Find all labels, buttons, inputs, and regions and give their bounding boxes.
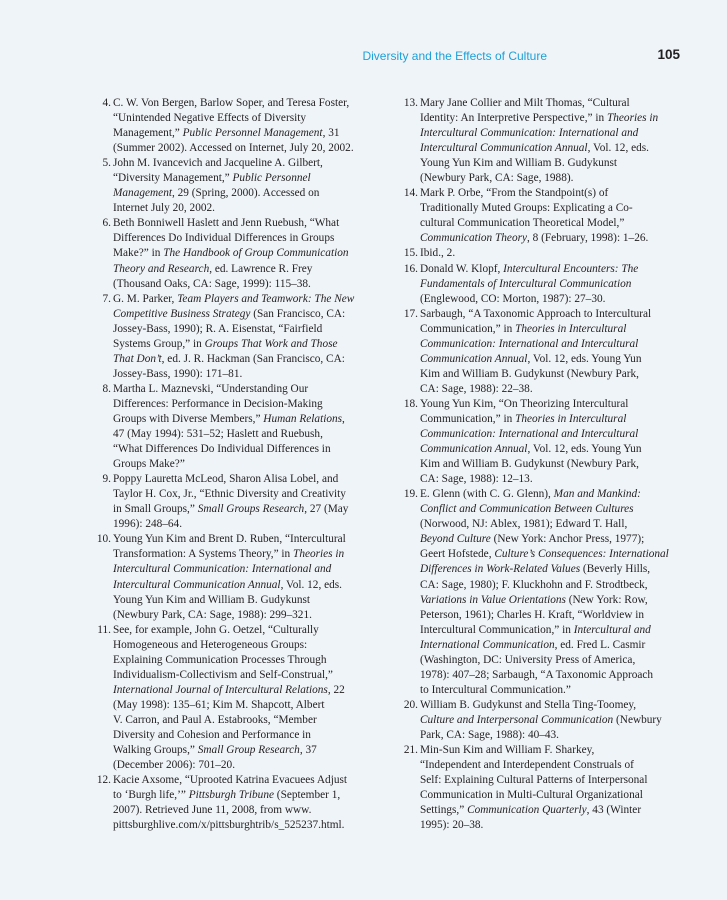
endnote-line: Kacie Axsome, “Uprooted Katrina Evacuees Adjust [113, 774, 348, 787]
endnote-line: (Washington, DC: University Press of America, [420, 653, 636, 666]
page-number: 105 [657, 47, 680, 62]
endnote-line: Ibid., 2. [420, 247, 456, 260]
endnote-line: Intercultural Communication Annual, Vol. 12, eds. [113, 578, 342, 591]
endnote [86, 382, 368, 472]
endnote-line: Geert Hofstede, Culture’s Consequences: International [420, 548, 669, 561]
endnote [393, 246, 686, 261]
endnote-line: Differences: Performance in Decision-Making [113, 397, 323, 410]
endnote [393, 487, 686, 698]
endnote-line: (December 2006): 701–20. [113, 759, 236, 772]
endnote-line: Young Yun Kim and William B. Gudykunst [420, 157, 618, 170]
endnote-line: William B. Gudykunst and Stella Ting-Toomey, [420, 698, 637, 711]
endnote-text [419, 397, 686, 487]
endnote-line: Theory and Research, ed. Lawrence R. Frey [113, 262, 313, 275]
endnote-line: Communication: International and Intercultural [420, 428, 639, 441]
endnote-line: Competitive Business Strategy (San Francisco, CA: [113, 307, 346, 320]
endnote-line: International Journal of Intercultural Relations, 22 [113, 683, 345, 696]
endnote-text [419, 307, 686, 397]
endnote-line: 1996): 248–64. [113, 518, 183, 531]
endnote-number: 9. [102, 473, 111, 486]
endnote-text [112, 532, 368, 622]
endnote-line: (Thousand Oaks, CA: Sage, 1999): 115–38. [113, 277, 311, 290]
endnote-line: Communication,” in Theories in Intercultural [420, 412, 627, 425]
endnote-line: Communication Annual, Vol. 12, eds. Young Yun [420, 352, 642, 365]
endnote [86, 292, 368, 382]
endnote-line: Kim and William B. Gudykunst (Newbury Park, [420, 367, 639, 380]
endnote [86, 156, 368, 216]
endnote-line: Communication: International and Intercultural [420, 337, 639, 350]
endnote-text [419, 246, 686, 261]
endnote-line: Traditionally Muted Groups: Explicating a Co- [420, 202, 633, 215]
endnote-line: 47 (May 1994): 531–52; Haslett and Ruebush, [113, 428, 323, 441]
endnote-number: 16. [403, 262, 418, 275]
endnote-line: Jossey-Bass, 1990): 171–81. [113, 367, 243, 380]
endnote-line: Systems Group,” in Groups That Work and Those [113, 337, 338, 350]
endnote-line: Mary Jane Collier and Milt Thomas, “Cultural [420, 97, 630, 109]
endnote-line: pittsburghlive.com/x/pittsburghtrib/s_525237.html. [113, 819, 345, 832]
endnote [86, 96, 368, 156]
endnote-line: Martha L. Maznevski, “Understanding Our [113, 382, 309, 395]
endnote-line: Management,” Public Personnel Management, 31 [113, 127, 340, 140]
endnote-line: That Don’t, ed. J. R. Hackman (San Francisco, CA: [113, 352, 345, 365]
endnote-line: to ‘Burgh life,’” Pittsburgh Tribune (September 1, [113, 789, 341, 802]
endnote-line: Settings,” Communication Quarterly, 43 (Winter [420, 804, 642, 817]
endnote-line: G. M. Parker, Team Players and Teamwork: The New [113, 292, 355, 305]
endnote-line: Homogeneous and Heterogeneous Groups: [113, 638, 308, 651]
endnote-line: cultural Communication Theoretical Model,” [420, 217, 625, 230]
endnote-line: Make?” in The Handbook of Group Communication [113, 247, 349, 260]
endnote-line: Fundamentals of Intercultural Communication [420, 277, 632, 290]
endnote-text [419, 487, 686, 698]
endnote-line: Mark P. Orbe, “From the Standpoint(s) of [420, 187, 609, 200]
endnote [393, 698, 686, 743]
endnote-line: Diversity and Cohesion and Performance in [113, 728, 311, 741]
endnote-number: 7. [102, 292, 111, 305]
endnote-line: Explaining Communication Processes Through [113, 653, 327, 666]
endnote [393, 397, 686, 487]
endnote-line: Transformation: A Systems Theory,” in Theories in [113, 548, 345, 561]
endnote-line: Kim and William B. Gudykunst (Newbury Park, [420, 458, 639, 471]
endnote-line: (Newbury Park, CA: Sage, 1988). [420, 172, 574, 185]
endnote-line: in Small Groups,” Small Groups Research, 27 (May [113, 503, 349, 516]
endnote-line: Min-Sun Kim and William F. Sharkey, [420, 744, 595, 757]
endnote [393, 262, 686, 307]
endnote-line: V. Carron, and Paul A. Estabrooks, “Member [113, 713, 317, 726]
endnote-text [112, 96, 368, 156]
endnote-text [419, 698, 686, 743]
endnote-line: Beyond Culture (New York: Anchor Press, 1977); [420, 533, 645, 546]
endnote-line: Variations in Value Orientations (New York: Row, [420, 593, 648, 606]
endnote-line: (Summer 2002). Accessed on Internet, July 20, 2002. [113, 142, 354, 155]
endnote-line: CA: Sage, 1988): 22–38. [420, 382, 533, 395]
endnote-line: Self: Explaining Cultural Patterns of Interpersonal [420, 774, 648, 787]
endnote [393, 186, 686, 246]
endnote-line: CA: Sage, 1988): 12–13. [420, 473, 533, 486]
endnote-text [112, 773, 368, 833]
endnote-text [112, 472, 368, 532]
endnote-number: 14. [403, 187, 418, 200]
endnote-number: 19. [403, 488, 418, 501]
endnote-line: Intercultural Communication Annual, Vol. 12, eds. [420, 142, 649, 155]
endnote-text [112, 216, 368, 291]
endnote-line: (Norwood, NJ: Ablex, 1981); Edward T. Hall, [420, 518, 628, 531]
endnote-line: Walking Groups,” Small Group Research, 37 [113, 744, 317, 757]
endnote-line: Differences in Work-Related Values (Beverly Hills, [420, 563, 651, 576]
endnote-text [112, 623, 368, 773]
endnote-line: 2007). Retrieved June 11, 2008, from www. [113, 804, 312, 817]
endnote-line: Communication Annual, Vol. 12, eds. Young Yun [420, 443, 642, 456]
endnote-line: CA: Sage, 1980); F. Kluckhohn and F. Strodtbeck, [420, 578, 648, 591]
endnote-line: Young Yun Kim, “On Theorizing Intercultural [420, 397, 629, 410]
endnote-line: Intercultural Communication: International and [420, 127, 639, 140]
endnote-line: Intercultural Communication: International and [113, 563, 332, 576]
endnote [86, 216, 368, 291]
endnote-line: “Diversity Management,” Public Personnel [113, 172, 311, 185]
endnote-text [112, 292, 368, 382]
endnote-text [419, 743, 686, 833]
endnote-text [419, 96, 686, 186]
endnote-line: “What Differences Do Individual Differences in [113, 443, 331, 456]
endnote-number: 17. [403, 307, 418, 320]
endnote-line: Culture and Interpersonal Communication (Newbury [420, 713, 662, 726]
endnote-line: See, for example, John G. Oetzel, “Culturally [113, 623, 319, 636]
endnote-line: Young Yun Kim and William B. Gudykunst [113, 593, 311, 606]
endnote-line: Jossey-Bass, 1990); R. A. Eisenstat, “Fairfield [113, 322, 323, 335]
page-header [0, 47, 727, 67]
notes-column-left [86, 96, 368, 833]
endnote-line: “Unintended Negative Effects of Diversity [113, 112, 307, 125]
endnote-number: 10. [96, 533, 111, 546]
endnote-line: E. Glenn (with C. G. Glenn), Man and Mankind: [420, 488, 641, 501]
endnote-line: (May 1998): 135–61; Kim M. Shapcott, Albert [113, 698, 325, 711]
endnote-line: 1978): 407–28; Sarbaugh, “A Taxonomic Approach [420, 668, 654, 681]
endnote-line: Differences Do Individual Differences in Groups [113, 232, 335, 245]
endnote-line: Internet July 20, 2002. [113, 202, 215, 215]
endnote-line: Donald W. Klopf, Intercultural Encounters: The [420, 262, 639, 275]
endnote-number: 12. [96, 774, 111, 787]
endnote [393, 96, 686, 186]
endnote-line: Communication Theory, 8 (February, 1998): 1–26. [420, 232, 649, 245]
endnote-line: John M. Ivancevich and Jacqueline A. Gilbert, [113, 157, 323, 170]
endnote [86, 773, 368, 833]
endnote-line: Communication in Multi-Cultural Organizational [420, 789, 643, 802]
endnote-line: to Intercultural Communication.” [420, 683, 571, 696]
endnote-line: 1995): 20–38. [420, 819, 484, 832]
endnote-line: Identity: An Interpretive Perspective,” in Theories in [420, 112, 659, 125]
endnote-line: Poppy Lauretta McLeod, Sharon Alisa Lobel, and [113, 473, 339, 486]
endnote-text [112, 382, 368, 472]
endnote-number: 18. [403, 397, 418, 410]
endnote-number: 21. [403, 744, 418, 757]
endnote-number: 6. [102, 217, 111, 230]
endnote-number: 15. [403, 247, 418, 260]
endnote-text [112, 156, 368, 216]
endnote-line: C. W. Von Bergen, Barlow Soper, and Teresa Foster, [113, 97, 350, 109]
endnote-number: 5. [102, 157, 111, 170]
endnote-line: Management, 29 (Spring, 2000). Accessed on [113, 187, 320, 200]
endnote-line: Groups Make?” [113, 458, 185, 471]
endnote-line: Conflict and Communication Between Cultures [420, 503, 634, 516]
endnote-line: Intercultural Communication,” in Intercultural and [420, 623, 651, 636]
endnote-number: 11. [97, 623, 111, 636]
endnote-text [419, 262, 686, 307]
endnote-text [419, 186, 686, 246]
endnote-line: Communication,” in Theories in Intercultural [420, 322, 627, 335]
endnote-number: 4. [102, 97, 111, 109]
endnote-line: Young Yun Kim and Brent D. Ruben, “Intercultural [113, 533, 346, 546]
endnote-line: Taylor H. Cox, Jr., “Ethnic Diversity and Creativity [113, 488, 346, 501]
endnote-number: 8. [102, 382, 111, 395]
endnote [393, 307, 686, 397]
endnote-line: Beth Bonniwell Haslett and Jenn Ruebush, “What [113, 217, 340, 230]
endnote-line: Sarbaugh, “A Taxonomic Approach to Intercultural [420, 307, 652, 320]
endnote [393, 743, 686, 833]
endnote-line: Groups with Diverse Members,” Human Relations, [113, 412, 345, 425]
endnote [86, 472, 368, 532]
endnote [86, 623, 368, 773]
running-title: Diversity and the Effects of Culture [362, 49, 547, 63]
notes-column-right [393, 96, 686, 833]
endnote-number: 13. [403, 97, 418, 109]
endnote-line: Park, CA: Sage, 1988): 40–43. [420, 728, 560, 741]
endnote-line: Individualism-Collectivism and Self-Construal,” [113, 668, 333, 681]
endnote-line: International Communication, ed. Fred L. Casmir [420, 638, 646, 651]
endnote-line: (Englewood, CO: Morton, 1987): 27–30. [420, 292, 606, 305]
endnote-line: (Newbury Park, CA: Sage, 1988): 299–321. [113, 608, 312, 621]
endnote-number: 20. [403, 698, 418, 711]
endnote-line: “Independent and Interdependent Construals of [420, 759, 634, 772]
endnote-line: Peterson, 1961); Charles H. Kraft, “Worldview in [420, 608, 645, 621]
endnote [86, 532, 368, 622]
